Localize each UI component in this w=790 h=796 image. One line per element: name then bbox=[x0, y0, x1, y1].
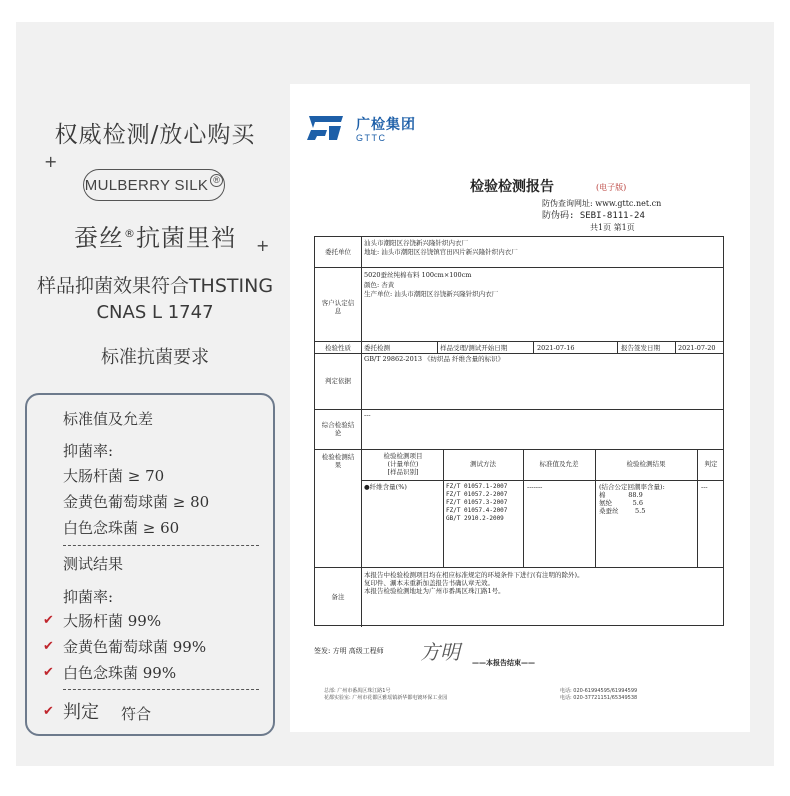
end-text: ——本报告结束—— bbox=[472, 659, 535, 667]
registered-mark: ® bbox=[210, 174, 223, 187]
verdict-label: 判定 bbox=[63, 702, 99, 723]
report-table bbox=[314, 236, 724, 626]
basis-value: GB/T 29862-2013 《纺织品 纤维含量的标识》 bbox=[364, 355, 505, 363]
check-icon: ✔ bbox=[43, 613, 54, 628]
receive-date: 2021-07-16 bbox=[537, 344, 575, 352]
col-method: 测试方法 bbox=[470, 460, 496, 468]
brand-badge bbox=[83, 169, 225, 201]
result-item: 大肠杆菌 99% bbox=[63, 612, 162, 630]
result-item: 金黄色葡萄球菌 99% bbox=[63, 638, 207, 656]
nature-label: 检验性质 bbox=[325, 344, 351, 352]
sample-line: 5020蚕丝纯棉布料 100cm×100cm bbox=[364, 271, 472, 279]
footer-left: 花都实验室: 广州市花都区雅瑶镇新华都电镀环保工业园 bbox=[324, 695, 448, 701]
result-heading: 测试结果 bbox=[63, 555, 124, 573]
row-item: ●纤维含量(%) bbox=[364, 483, 407, 491]
col-result: 检验检测结果 bbox=[626, 460, 666, 468]
note-line: 本报告检验检测地址为广州市番禺区珠江路1号。 bbox=[364, 587, 505, 595]
method-line: FZ/T 01057.4-2007 bbox=[446, 507, 508, 514]
note-line: 复印件、涮本未重新加盖报告书确认章无效。 bbox=[364, 579, 494, 587]
col-item-sub: (计量单位) bbox=[387, 460, 419, 468]
note-line: 本报告中检验检测项目均在相应标准规定的环境条件下进行(有注明的除外)。 bbox=[364, 571, 584, 579]
footer-right: 电话: 020-61994595/61994599 bbox=[560, 688, 638, 694]
conclusion-value: --- bbox=[364, 411, 371, 419]
conclusion-label: 综合检验结论 bbox=[321, 421, 355, 437]
check-icon: ✔ bbox=[43, 639, 54, 654]
client-label: 委托单位 bbox=[325, 248, 351, 256]
issue-label: 报告签发日期 bbox=[621, 344, 660, 352]
spec-heading: 标准值及允差 bbox=[63, 410, 154, 428]
footer-right: 电话: 020-37721151/65349538 bbox=[560, 695, 638, 701]
method-line: FZ/T 01057.2-2007 bbox=[446, 491, 508, 498]
receive-label: 样品受理/测试开始日期 bbox=[440, 344, 508, 352]
sample-label: 客户认定信息 bbox=[321, 299, 355, 315]
method-line: FZ/T 01057.1-2007 bbox=[446, 483, 508, 490]
plus-icon: + bbox=[44, 152, 58, 171]
claim-line-3: 标准抗菌要求 bbox=[101, 347, 209, 368]
note-label: 备注 bbox=[331, 593, 345, 601]
sample-line: 颜色: 杏黄 bbox=[364, 281, 395, 289]
result-line: 棉 88.9 bbox=[599, 491, 643, 499]
anti-code: 防伪码: SEBI-8111-24 bbox=[542, 211, 645, 221]
col-item-sub: [样品识别] bbox=[387, 468, 419, 476]
result-line: 桑蚕丝 5.5 bbox=[599, 507, 646, 515]
result-line: 氨纶 5.6 bbox=[599, 499, 643, 507]
query-site: 防伪查询网址: www.gttc.net.cn bbox=[542, 199, 662, 208]
std-item: 白色念珠菌 ≥ 60 bbox=[63, 519, 180, 537]
sample-line: 生产单位: 汕头市潮阳区谷饶新兴隆针织内衣厂 bbox=[364, 290, 499, 298]
check-icon: ✔ bbox=[43, 704, 54, 719]
page-info: 共1页 第1页 bbox=[590, 223, 635, 232]
divider bbox=[63, 545, 259, 546]
issue-date: 2021-07-20 bbox=[678, 344, 716, 352]
signer: 签发: 方明 高级工程师 bbox=[314, 647, 384, 655]
basis-label: 判定依据 bbox=[325, 377, 351, 385]
plus-icon: + bbox=[256, 236, 270, 255]
rate-label: 抑菌率: bbox=[63, 442, 114, 460]
method-line: GB/T 2910.2-2009 bbox=[446, 515, 504, 522]
brand-name: MULBERRY SILK bbox=[84, 176, 209, 194]
verdict-value: 符合 bbox=[121, 705, 152, 723]
claim-line-1: 样品抑菌效果符合THSTING bbox=[36, 275, 274, 297]
row-std: ------- bbox=[527, 483, 543, 491]
footer-left: 总部: 广州市番禺区珠江路1号 bbox=[324, 688, 391, 694]
headline: 权威检测/放心购买 bbox=[54, 122, 256, 148]
spec-box bbox=[25, 393, 275, 736]
result-item: 白色念珠菌 99% bbox=[63, 664, 177, 682]
report-title: 检验检测报告 bbox=[470, 179, 554, 195]
logo-sub: GTTC bbox=[356, 133, 387, 143]
electronic-tag: (电子版) bbox=[596, 183, 627, 192]
gttc-logo-icon bbox=[305, 114, 345, 142]
product-name: 蚕丝®抗菌里裆 bbox=[74, 224, 236, 252]
col-std: 标准值及允差 bbox=[539, 460, 579, 468]
client-addr: 地址: 汕头市潮阳区谷饶镇官田四片新兴隆针织内衣厂 bbox=[364, 248, 518, 256]
results-label: 检验检测结果 bbox=[321, 453, 355, 469]
nature-value: 委托检测 bbox=[364, 344, 390, 352]
divider bbox=[63, 689, 259, 690]
col-judge: 判定 bbox=[704, 460, 718, 468]
result-head: (结合公定回潮率含量): bbox=[599, 483, 665, 491]
claim-line-2: CNAS L 1747 bbox=[96, 302, 214, 323]
check-icon: ✔ bbox=[43, 665, 54, 680]
row-judge: --- bbox=[701, 483, 708, 491]
client-name: 汕头市潮阳区谷饶新兴隆针织内衣厂 bbox=[364, 239, 468, 247]
result-rate-label: 抑菌率: bbox=[63, 588, 114, 606]
std-item: 金黄色葡萄球菌 ≥ 80 bbox=[63, 493, 210, 511]
signature: 方明 bbox=[420, 640, 460, 664]
method-line: FZ/T 01057.3-2007 bbox=[446, 499, 508, 506]
std-item: 大肠杆菌 ≥ 70 bbox=[63, 467, 165, 485]
logo-name: 广检集团 bbox=[356, 117, 416, 133]
test-report bbox=[290, 84, 750, 732]
col-item: 检验检测项目 bbox=[383, 452, 423, 460]
